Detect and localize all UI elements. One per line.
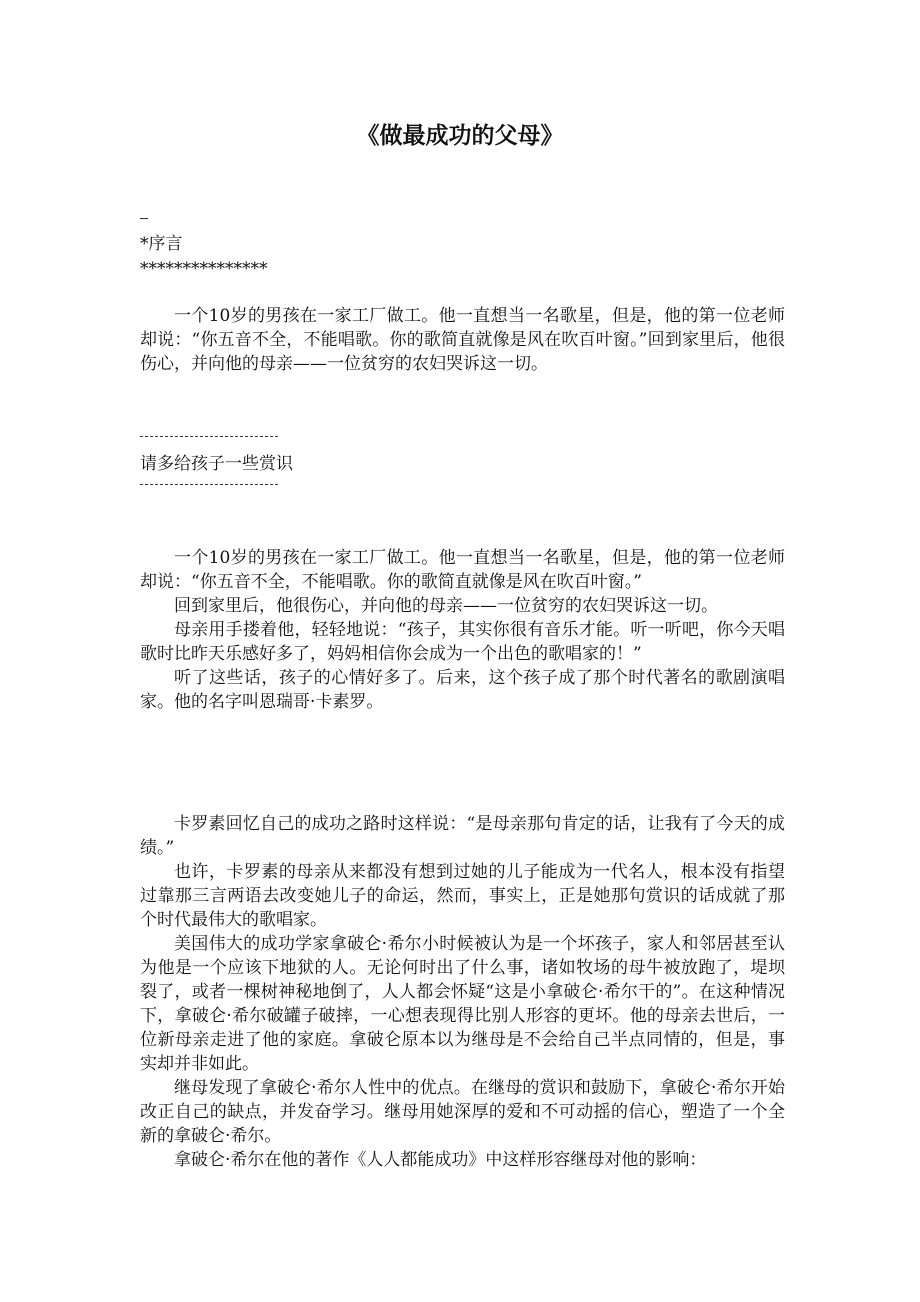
section1-paragraph: 一个10岁的男孩在一家工厂做工。他一直想当一名歌星，但是，他的第一位老师却说：“你五音不全，不能唱歌。你的歌简直就像是风在吹百叶窗。” <box>140 548 785 592</box>
section1-paragraph: 回到家里后，他很伤心，并向他的母亲——一位贫穷的农妇哭诉这一切。 <box>174 596 718 616</box>
section2-paragraph: 也许，卡罗素的母亲从来都没有想到过她的儿子能成为一代名人，根本没有指望过靠那三言两语去改变她儿子的命运，然而，事实上，正是她那句赏识的话成就了那个时代最伟大的歌唱家。 <box>140 862 785 930</box>
section2-body <box>140 812 785 1172</box>
section1-body <box>140 546 785 714</box>
section1-paragraph: 听了这些话，孩子的心情好多了。后来，这个孩子成了那个时代著名的歌剧演唱家。他的名字叫恩瑞哥·卡素罗。 <box>140 668 785 712</box>
section2-paragraph: 美国伟大的成功学家拿破仑·希尔小时候被认为是一个坏孩子，家人和邻居甚至认为他是一个应该下地狱的人。无论何时出了什么事，诸如牧场的母牛被放跑了，堤坝裂了，或者一棵树神秘地倒了，人人都会怀疑“这是小拿破仑·希尔干的”。在这种情况下，拿破仑·希尔破罐子破摔，一心想表现得比别人形容的更坏。他的母亲去世后，一位新母亲走进了他的家庭。拿破仑原本以为继母是不会给自己半点同情的，但是，事实却并非如此。 <box>140 934 785 1074</box>
document-title: 《做最成功的父母》 <box>356 122 564 149</box>
section2-paragraph: 拿破仑·希尔在他的著作《人人都能成功》中这样形容继母对他的影响： <box>174 1150 707 1170</box>
preface-label: *序言 <box>140 234 183 254</box>
section-heading: 请多给孩子一些赏识 <box>140 454 293 474</box>
short-dash-mark <box>140 218 148 219</box>
star-divider: *************** <box>140 259 268 279</box>
dashed-rule-bottom <box>140 484 278 485</box>
section2-paragraph: 卡罗素回忆自己的成功之路时这样说：“是母亲那句肯定的话，让我有了今天的成绩。” <box>140 814 785 858</box>
dashed-rule-top <box>140 436 278 437</box>
intro-paragraph: 一个10岁的男孩在一家工厂做工。他一直想当一名歌星，但是，他的第一位老师却说：“你五音不全，不能唱歌。你的歌简直就像是风在吹百叶窗。”回到家里后，他很伤心，并向他的母亲——一位贫穷的农妇哭诉这一切。 <box>140 306 785 374</box>
section1-paragraph: 母亲用手搂着他，轻轻地说：“孩子，其实你很有音乐才能。听一听吧，你今天唱歌时比昨天乐感好多了，妈妈相信你会成为一个出色的歌唱家的！” <box>140 620 785 664</box>
intro-paragraph-block <box>140 304 785 376</box>
section2-paragraph: 继母发现了拿破仑·希尔人性中的优点。在继母的赏识和鼓励下，拿破仑·希尔开始改正自己的缺点，并发奋学习。继母用她深厚的爱和不可动摇的信心，塑造了一个全新的拿破仑·希尔。 <box>140 1078 785 1146</box>
